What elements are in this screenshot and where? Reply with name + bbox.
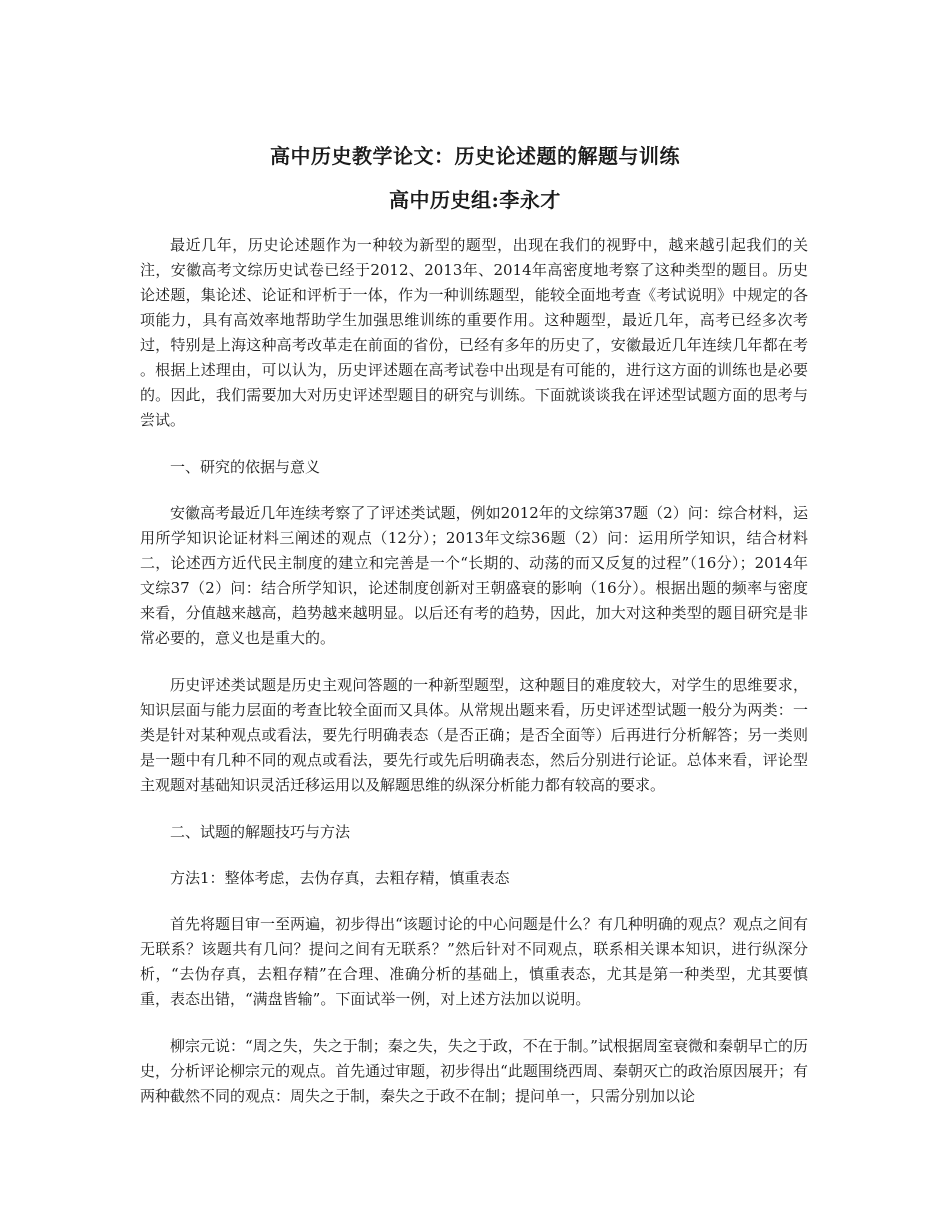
document-title: 高中历史教学论文：历史论述题的解题与训练 <box>270 144 680 168</box>
method-heading-1: 方法1：整体考虑，去伪存真，去粗存精，慎重表态 <box>170 869 510 887</box>
section-heading-1: 一、研究的依据与意义 <box>170 458 321 476</box>
author-line: 高中历史组:李永才 <box>389 188 561 212</box>
paragraph-example: 柳宗元说：“周之失，失之于制；秦之失，失之于政，不在于制。”试根据周室衰微和秦朝早亡的历史，分析评论柳宗元的观点。首先通过审题，初步得出“此题围绕西周、秦朝灭亡的政治原因展开；有两种截然不同的观点：周失之于制，秦失之于政不在制；提问单一，只需分别加以论 <box>140 1037 808 1105</box>
document-body <box>140 233 808 1131</box>
section-heading-2: 二、试题的解题技巧与方法 <box>170 823 351 841</box>
paragraph-intro: 最近几年，历史论述题作为一种较为新型的题型，出现在我们的视野中，越来越引起我们的关注，安徽高考文综历史试卷已经于2012、2013年、2014年高密度地考察了这种类型的题目。历史论述题，集论述、论证和评析于一体，作为一种训练题型，能较全面地考查《考试说明》中规定的各项能力，具有高效率地帮助学生加强思维训练的重要作用。这种题型，最近几年，高考已经多次考过，特别是上海这种高考改革走在前面的省份，已经有多年的历史了，安徽最近几年连续几年都在考 。根据上述理由，可以认为，历史评述题在高考试卷中出现是有可能的，进行这方面的训练也是必要的。因此，我们需要加大对历史评述型题目的研究与训练。下面就谈谈我在评述型试题方面的思考与尝试。 <box>140 236 808 429</box>
paragraph-question-types: 历史评述类试题是历史主观问答题的一种新型题型，这种题目的难度较大，对学生的思维要求，知识层面与能力层面的考查比较全面而又具体。从常规出题来看，历史评述型试题一般分为两类：一类是针对某种观点或看法，要先行明确表态（是否正确；是否全面等）后再进行分析解答；另一类则是一题中有几种不同的观点或看法，要先行或先后明确表态，然后分别进行论证。总体来看，评论型主观题对基础知识灵活迁移运用以及解题思维的纵深分析能力都有较高的要求。 <box>140 676 808 794</box>
paragraph-basis: 安徽高考最近几年连续考察了了评述类试题，例如2012年的文综第37题（2）问：综合材料，运用所学知识论证材料三阐述的观点（12分）；2013年文综36题（2）问：运用所学知识，结合材料二，论述西方近代民主制度的建立和完善是一个“长期的、动荡的而又反复的过程”（16分）；2014年文综37（2）问：结合所学知识，论述制度创新对王朝盛衰的影响（16分）。根据出题的频率与密度来看，分值越来越高，趋势越来越明显。以后还有考的趋势，因此，加大对这种类型的题目研究是非常必要的，意义也是重大的。 <box>140 504 808 647</box>
paragraph-method-detail: 首先将题目审一至两遍，初步得出“该题讨论的中心问题是什么？有几种明确的观点？观点之间有无联系？该题共有几问？提问之间有无联系？”然后针对不同观点，联系相关课本知识，进行纵深分析，“去伪存真，去粗存精”在合理、准确分析的基础上，慎重表态，尤其是第一种类型，尤其要慎重，表态出错，“满盘皆输”。下面试举一例，对上述方法加以说明。 <box>140 915 808 1008</box>
